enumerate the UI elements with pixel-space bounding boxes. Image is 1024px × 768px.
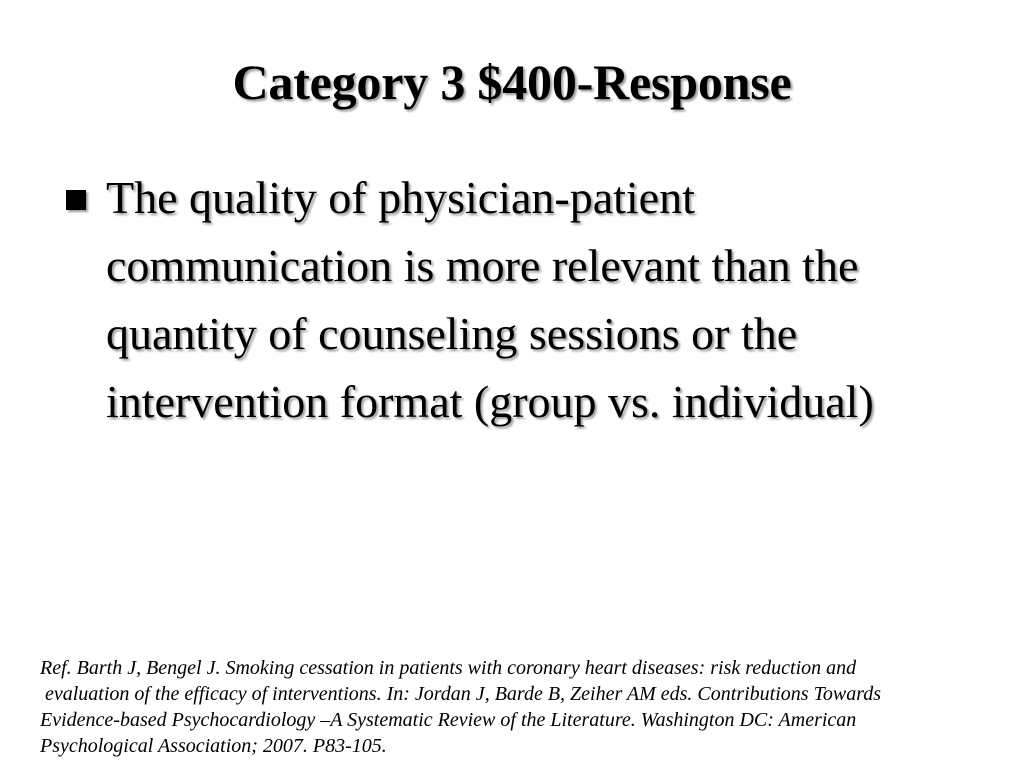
reference-citation bbox=[40, 655, 1015, 759]
bullet-item bbox=[66, 164, 966, 436]
slide-title: Category 3 $400-Response bbox=[232, 54, 792, 110]
reference-line-4: Psychological Association; 2007. P83-105. bbox=[40, 735, 387, 757]
reference-line-3: Evidence-based Psychocardiology –A Systematic Review of the Literature. Washington DC: American bbox=[40, 709, 857, 731]
reference-line-1: Ref. Barth J, Bengel J. Smoking cessation in patients with coronary heart diseases: risk reduction and bbox=[40, 657, 857, 679]
square-bullet-icon bbox=[66, 190, 86, 210]
reference-line-2: evaluation of the efficacy of interventions. In: Jordan J, Barde B, Zeiher AM eds. Contributions Towards bbox=[40, 683, 882, 705]
bullet-text: The quality of physician-patient communication is more relevant than the quantity of counseling sessions or the intervention format (group vs. individual) bbox=[106, 172, 874, 427]
